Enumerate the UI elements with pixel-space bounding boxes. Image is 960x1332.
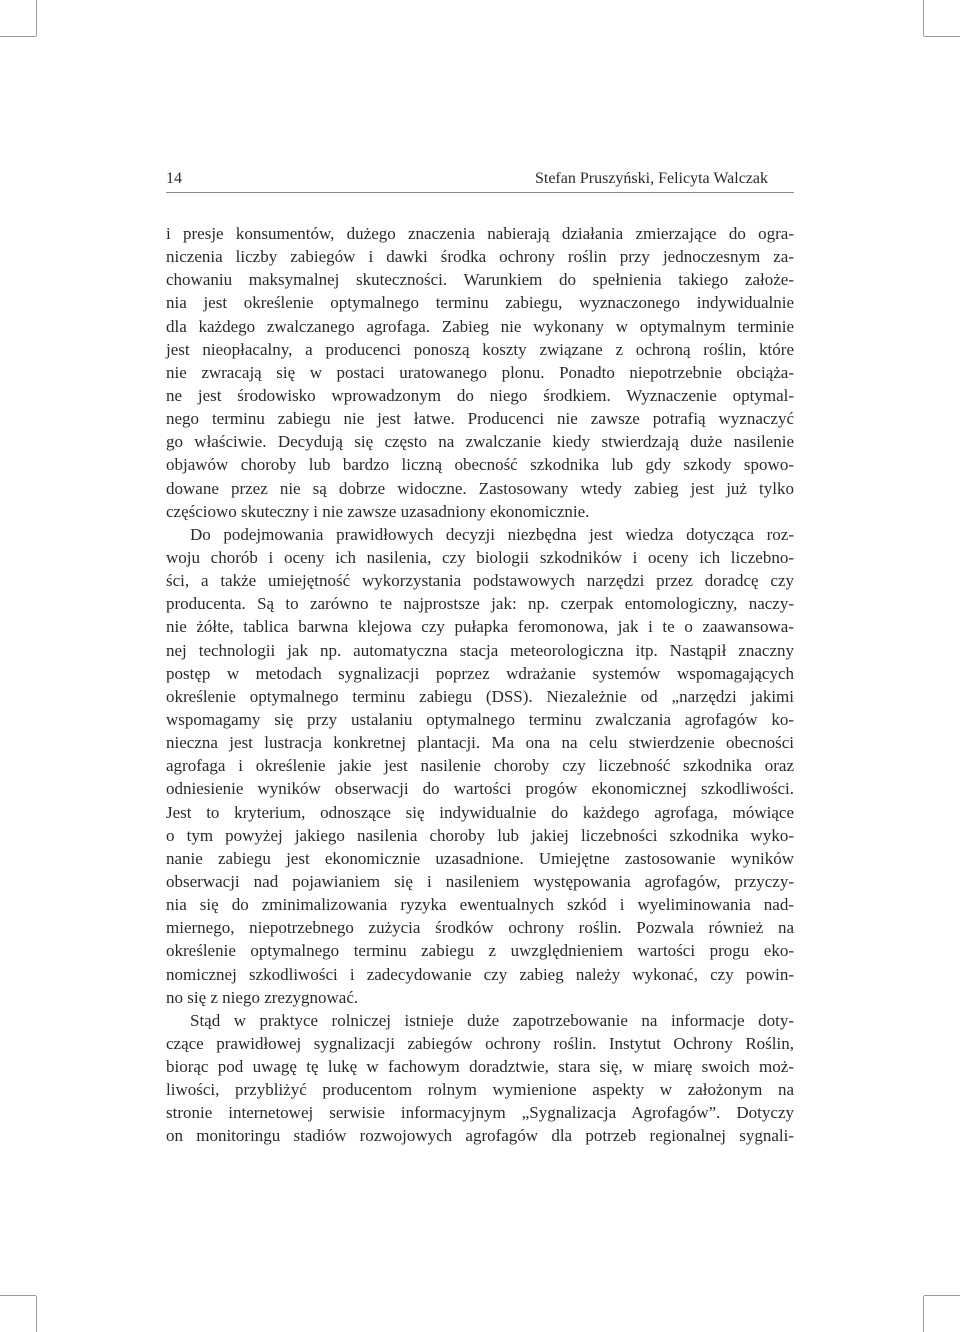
crop-mark bbox=[924, 1295, 960, 1296]
crop-mark bbox=[36, 0, 37, 36]
running-head-authors: Stefan Pruszyński, Felicyta Walczak bbox=[534, 170, 768, 187]
text-line: chowaniu maksymalnej skuteczności. Warunkiem do spełnienia takiego założe- bbox=[166, 270, 794, 290]
text-line: ści, a także umiejętność wykorzystania podstawowych narzędzi przez doradcę czy bbox=[166, 571, 794, 591]
text-line: określenie optymalnego terminu zabiegu z uwzględnieniem wartości progu eko- bbox=[166, 941, 794, 961]
crop-mark bbox=[0, 36, 36, 37]
text-line: on monitoringu stadiów rozwojowych agrofagów dla potrzeb regionalnej sygnali- bbox=[166, 1126, 794, 1146]
crop-mark bbox=[924, 36, 960, 37]
header-rule bbox=[166, 192, 794, 193]
text-line: liwości, przybliżyć producentom rolnym wymienione aspekty w założonym na bbox=[166, 1080, 794, 1100]
text-line: odniesienie wyników obserwacji do wartości progów ekonomicznej szkodliwości. bbox=[166, 779, 794, 799]
text-line: Do podejmowania prawidłowych decyzji niezbędna jest wiedza dotycząca roz- bbox=[190, 524, 794, 544]
crop-mark bbox=[923, 0, 924, 36]
text-line: go właściwie. Decydują się często na zwalczanie kiedy stwierdzają duże nasilenie bbox=[166, 432, 794, 452]
text-line: nego terminu zabiegu nie jest łatwe. Producenci nie zawsze potrafią wyznaczyć bbox=[166, 409, 794, 429]
text-line: wspomagamy się przy ustalaniu optymalnego terminu zwalczania agrofagów ko- bbox=[166, 709, 794, 729]
text-line: nie żółte, tablica barwna klejowa czy pułapka feromonowa, jak i te o zaawansowa- bbox=[166, 617, 794, 637]
text-line: częściowo skuteczny i nie zawsze uzasadniony ekonomicznie. bbox=[166, 501, 590, 521]
text-line: agrofaga i określenie jakie jest nasilenie choroby czy liczebność szkodnika oraz bbox=[166, 756, 794, 776]
paragraph bbox=[166, 523, 794, 1009]
text-line: nanie zabiegu jest ekonomicznie uzasadnione. Umiejętne zastosowanie wyników bbox=[166, 848, 794, 868]
text-line: czące prawidłowej sygnalizacji zabiegów ochrony roślin. Instytut Ochrony Roślin, bbox=[166, 1033, 794, 1053]
text-line: nieczna jest lustracja konkretnej plantacji. Ma ona na celu stwierdzenie obecności bbox=[166, 733, 794, 753]
text-line: nia jest określenie optymalnego terminu zabiegu, wyznaczonego indywidualnie bbox=[166, 293, 794, 313]
text-line: Jest to kryterium, odnoszące się indywidualnie do każdego agrofaga, mówiące bbox=[166, 802, 794, 822]
text-line: obserwacji nad pojawianiem się i nasileniem występowania agrofagów, przyczy- bbox=[166, 871, 794, 891]
text-line: stronie internetowej serwisie informacyjnym „Sygnalizacja Agrofagów”. Dotyczy bbox=[166, 1103, 794, 1123]
text-line: niczenia liczby zabiegów i dawki środka ochrony roślin przy jednoczesnym za- bbox=[166, 247, 794, 267]
text-line: i presje konsumentów, dużego znaczenia nabierają działania zmierzające do ogra- bbox=[166, 224, 794, 243]
body-text bbox=[166, 222, 794, 1148]
text-line: jest nieopłacalny, a producenci ponoszą koszty związane z ochroną roślin, które bbox=[166, 339, 794, 359]
crop-mark bbox=[36, 1296, 37, 1332]
text-line: biorąc pod uwagę tę lukę w fachowym doradztwie, stara się, w miarę swoich moż- bbox=[166, 1057, 794, 1077]
crop-mark bbox=[923, 1296, 924, 1332]
text-line: nej technologii jak np. automatyczna stacja meteorologiczna itp. Nastąpił znaczny bbox=[166, 640, 794, 660]
text-line: nie zwracają się w postaci uratowanego plonu. Ponadto niepotrzebnie obciąża- bbox=[166, 362, 794, 382]
page-number: 14 bbox=[166, 170, 182, 187]
running-head bbox=[166, 166, 794, 192]
text-line: postęp w metodach sygnalizacji poprzez wdrażanie systemów wspomagających bbox=[166, 663, 794, 683]
text-line: nomicznej szkodliwości i zadecydowanie czy zabieg należy wykonać, czy powin- bbox=[166, 964, 794, 984]
text-line: miernego, niepotrzebnego zużycia środków ochrony roślin. Pozwala również na bbox=[166, 918, 794, 938]
paragraph bbox=[166, 222, 794, 523]
text-line: no się z niego zrezygnować. bbox=[166, 987, 359, 1007]
paragraph bbox=[166, 1009, 794, 1148]
text-line: ne jest środowisko wprowadzonym do niego środkiem. Wyznaczenie optymal- bbox=[166, 385, 794, 405]
text-line: woju chorób i oceny ich nasilenia, czy biologii szkodników i oceny ich liczebno- bbox=[166, 547, 794, 567]
text-line: dowane przez nie są dobrze widoczne. Zastosowany wtedy zabieg jest już tylko bbox=[166, 478, 794, 498]
crop-mark bbox=[0, 1295, 36, 1296]
text-line: o tym powyżej jakiego nasilenia choroby lub jakiej liczebności szkodnika wyko- bbox=[166, 825, 794, 845]
text-line: nia się do zminimalizowania ryzyka ewentualnych szkód i wyeliminowania nad- bbox=[166, 895, 794, 915]
text-line: dla każdego zwalczanego agrofaga. Zabieg nie wykonany w optymalnym terminie bbox=[166, 316, 794, 336]
text-line: objawów choroby lub bardzo liczną obecność szkodnika lub gdy szkody spowo- bbox=[166, 455, 794, 475]
text-line: określenie optymalnego terminu zabiegu (DSS). Niezależnie od „narzędzi jakimi bbox=[166, 686, 794, 706]
text-line: producenta. Są to zarówno te najprostsze jak: np. czerpak entomologiczny, naczy- bbox=[166, 594, 794, 614]
text-line: Stąd w praktyce rolniczej istnieje duże zapotrzebowanie na informacje doty- bbox=[190, 1010, 794, 1030]
